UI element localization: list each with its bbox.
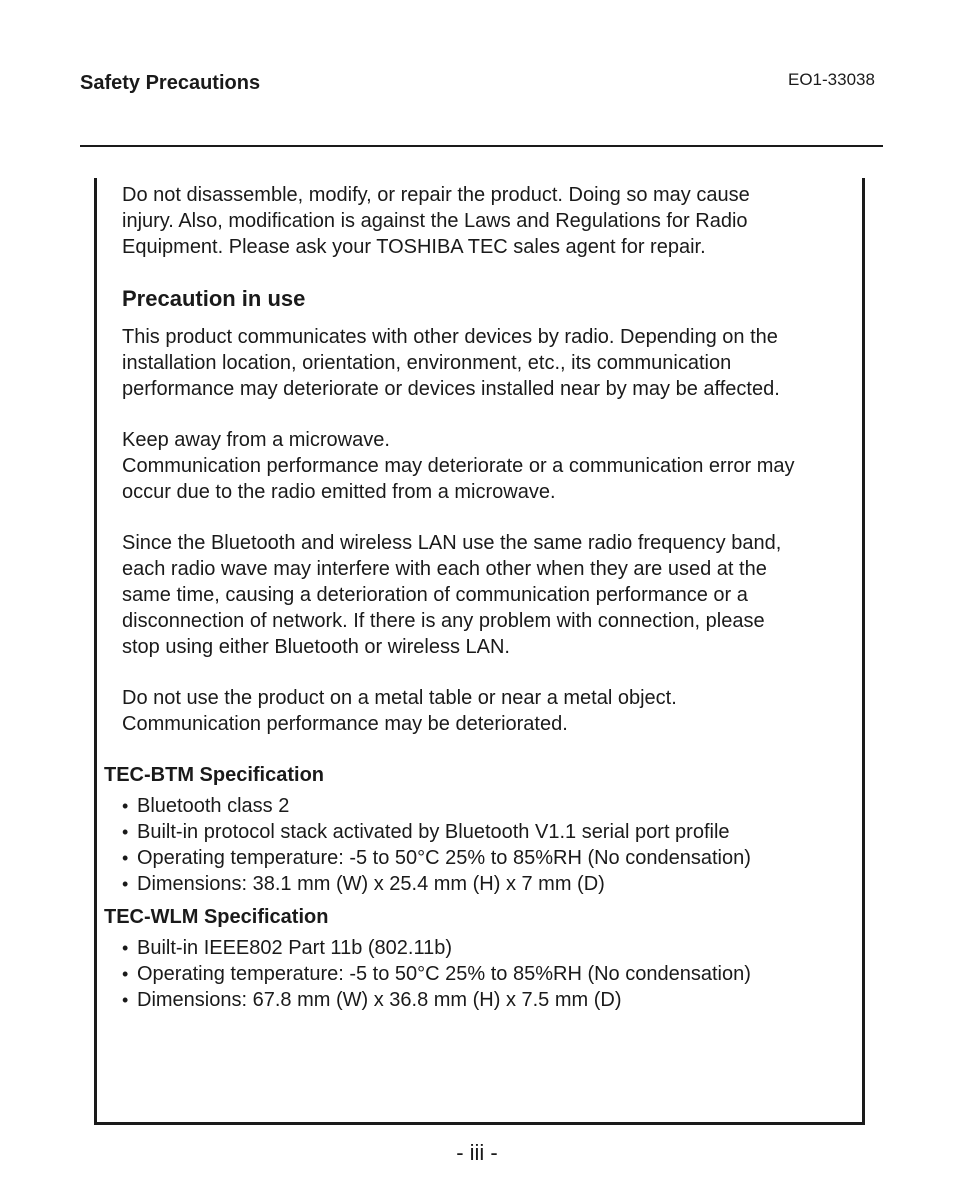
- page-header-title: Safety Precautions: [80, 72, 261, 94]
- paragraph-line: Communication performance may be deteriorated.: [122, 713, 568, 735]
- bullet-icon: •: [122, 796, 129, 816]
- precaution-paragraph-microwave: [122, 427, 857, 505]
- bullet-icon: •: [122, 874, 129, 894]
- wlm-spec-list: [122, 935, 751, 1013]
- list-item: [122, 871, 751, 897]
- list-item-text: Built-in IEEE802 Part 11b (802.11b): [137, 937, 452, 959]
- precaution-heading: Precaution in use: [122, 286, 306, 311]
- list-item-text: Dimensions: 38.1 mm (W) x 25.4 mm (H) x 7 mm (D): [137, 873, 605, 895]
- precaution-paragraph-interference: [122, 530, 857, 660]
- paragraph-line: disconnection of network. If there is any problem with connection, please: [122, 610, 765, 632]
- paragraph-line: Keep away from a microwave.: [122, 429, 390, 451]
- paragraph-line: stop using either Bluetooth or wireless LAN.: [122, 636, 510, 658]
- paragraph-line: installation location, orientation, environment, etc., its communication: [122, 352, 732, 374]
- list-item-text: Operating temperature: -5 to 50°C 25% to 85%RH (No condensation): [137, 963, 751, 985]
- bullet-icon: •: [122, 848, 129, 868]
- bullet-icon: •: [122, 822, 129, 842]
- list-item: [122, 987, 751, 1013]
- paragraph-line: Do not use the product on a metal table or near a metal object.: [122, 687, 677, 709]
- bullet-icon: •: [122, 964, 129, 984]
- document-code: EO1-33038: [788, 70, 875, 89]
- list-item: [122, 845, 751, 871]
- list-item: [122, 819, 751, 845]
- list-item-text: Bluetooth class 2: [137, 795, 290, 817]
- intro-line: injury. Also, modification is against the Laws and Regulations for Radio: [122, 210, 748, 232]
- list-item-text: Operating temperature: -5 to 50°C 25% to 85%RH (No condensation): [137, 847, 751, 869]
- precaution-paragraph-radio: [122, 324, 857, 402]
- bullet-icon: •: [122, 938, 129, 958]
- bullet-icon: •: [122, 990, 129, 1010]
- paragraph-line: each radio wave may interfere with each other when they are used at the: [122, 558, 767, 580]
- intro-line: Equipment. Please ask your TOSHIBA TEC sales agent for repair.: [122, 236, 706, 258]
- list-item: [122, 935, 751, 961]
- paragraph-line: Communication performance may deteriorate or a communication error may: [122, 455, 795, 477]
- list-item: [122, 793, 751, 819]
- list-item: [122, 961, 751, 987]
- precaution-paragraph-metal: [122, 685, 857, 737]
- wlm-spec-title: TEC-WLM Specification: [104, 906, 329, 928]
- paragraph-line: performance may deteriorate or devices installed near by may be affected.: [122, 378, 780, 400]
- btm-spec-list: [122, 793, 751, 897]
- paragraph-line: Since the Bluetooth and wireless LAN use the same radio frequency band,: [122, 532, 782, 554]
- page-number: - iii -: [456, 1140, 498, 1165]
- btm-spec-title: TEC-BTM Specification: [104, 764, 325, 786]
- paragraph-line: occur due to the radio emitted from a microwave.: [122, 481, 556, 503]
- intro-line: Do not disassemble, modify, or repair the product. Doing so may cause: [122, 184, 750, 206]
- header-rule: [80, 145, 883, 147]
- paragraph-line: This product communicates with other devices by radio. Depending on the: [122, 326, 778, 348]
- intro-paragraph: [122, 182, 857, 260]
- paragraph-line: same time, causing a deterioration of communication performance or a: [122, 584, 748, 606]
- list-item-text: Built-in protocol stack activated by Bluetooth V1.1 serial port profile: [137, 821, 730, 843]
- list-item-text: Dimensions: 67.8 mm (W) x 36.8 mm (H) x 7.5 mm (D): [137, 989, 622, 1011]
